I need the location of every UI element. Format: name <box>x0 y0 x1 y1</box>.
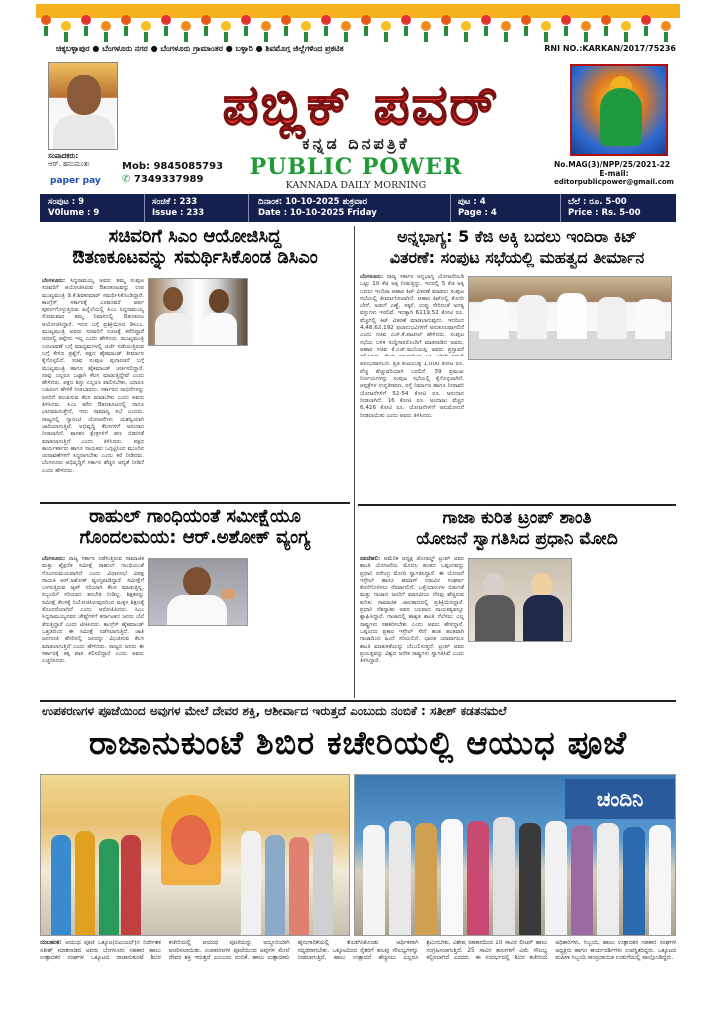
article-modi-gaza <box>358 508 676 698</box>
page-kannada: ಪುಟ : 4 <box>458 197 486 207</box>
garland-flower <box>241 15 251 25</box>
article-4-dateline: ನವದೆಹಲಿ: <box>360 556 381 562</box>
volume-cell <box>48 197 99 219</box>
garland-leaf <box>324 26 328 36</box>
article-1-column-1 <box>42 278 144 496</box>
article-4-column-2 <box>468 646 572 696</box>
article-4-body: ಅಮೆರಿಕ ಅಧ್ಯಕ್ಷ ಡೊನಾಲ್ಡ್ ಟ್ರಂಪ್ ಅವರ ಶಾಂತಿ ಯೋಜನೆಯ ಮೊದಲ ಹಂತದ ಒಪ್ಪಂದವನ್ನು ಪ್ರಧಾನಿ ನರೇಂದ್ರ ಮೋದಿ ಸ್ವಾಗತಿಸಿದ್ದಾರೆ. ಈ ಯೋಜನೆ ಇಸ್ರೇಲ್ ಹಾಗೂ ಹಮಾಸ್ ನಡುವಿನ ಸಂಘರ್ಷ ಕೊನೆಗೊಳಿಸಲು ನೆರವಾಗಲಿದೆ. ಒತ್ತೆಯಾಳುಗಳ ಬಿಡುಗಡೆ ಮತ್ತು ಗಾಜಾದ ಜನರಿಗೆ ಮಾನವೀಯ ನೆರವು ಹೆಚ್ಚಿಸುವ ಕುರಿತು ಸಾಮಾಜಿಕ ಜಾಲತಾಣದಲ್ಲಿ ಪ್ರತಿಕ್ರಿಯಿಸಿದ್ದಾರೆ. ಪ್ರಧಾನಿ ನೆತನ್ಯಾಹು ಅವರ ಬಲವಾದ ನಾಯಕತ್ವವನ್ನೂ ಶ್ಲಾಘಿಸಿದ್ದಾರೆ. ಗಾಜಾದಲ್ಲಿ ಶಾಶ್ವತ ಶಾಂತಿ ನೆಲೆಸಲು ಎಲ್ಲ ರಾಷ್ಟ್ರಗಳು ಸಹಕರಿಸಬೇಕು ಎಂದು ಅವರು ಹೇಳಿದ್ದಾರೆ. ಒಪ್ಪಂದದ ಪ್ರಕಾರ ಇಸ್ರೇಲ್ ಸೇನೆ ಹಂತ ಹಂತವಾಗಿ ಗಾಜಾದಿಂದ ಹಿಂದೆ ಸರಿಯಲಿದೆ. ಭಾರತ ಯಾವಾಗಲೂ ಶಾಂತಿ ಮಾತುಕತೆಯನ್ನು ಬೆಂಬಲಿಸುತ್ತದೆ. ಟ್ರಂಪ್ ಅವರ ಪ್ರಯತ್ನವನ್ನು ವಿಶ್ವದ ಅನೇಕ ರಾಷ್ಟ್ರಗಳು ಸ್ವಾಗತಿಸಿವೆ ಎಂದು ತಿಳಿಸಿದ್ದಾರೆ. <box>360 556 464 665</box>
article-2-column-3 <box>572 362 672 498</box>
garland-leaf <box>584 32 588 42</box>
editor-name: ಆರ್. ಹನುಮಂತು <box>48 160 90 168</box>
garland-flower <box>381 21 391 31</box>
article-3-column-1 <box>42 556 144 696</box>
editor-photo <box>48 62 118 150</box>
garland-leaf <box>624 32 628 42</box>
garland-leaf <box>404 26 408 36</box>
issue-cell <box>152 197 204 219</box>
garland-leaf <box>244 26 248 36</box>
price-kannada: ಬೆಲೆ : ರೂ. 5-00 <box>568 197 627 207</box>
article-3-photo <box>148 558 248 626</box>
garland-leaf <box>544 32 548 42</box>
price-english: Price : Rs. 5-00 <box>568 208 641 218</box>
garland-flower <box>641 15 651 25</box>
garland-flower <box>501 21 511 31</box>
garland-flower <box>481 15 491 25</box>
garland-flower <box>601 15 611 25</box>
garland-flower <box>181 21 191 31</box>
article-5-headline: ರಾಜಾನುಕುಂಟೆ ಶಿಬಿರ ಕಚೇರಿಯಲ್ಲಿ ಆಯುಧ ಪೂಜೆ <box>88 724 628 762</box>
article-1-column-3 <box>252 278 348 496</box>
garland-flower <box>261 21 271 31</box>
price-cell <box>568 197 641 219</box>
article-5-photo-pooja <box>40 774 350 936</box>
article-3-column-3 <box>252 556 348 696</box>
issue-kannada: ಸಂಚಿಕೆ : 233 <box>152 197 198 207</box>
volume-kannada: ಸಂಪುಟ : 9 <box>48 197 84 207</box>
garland-leaf <box>484 26 488 36</box>
garland-leaf <box>184 32 188 42</box>
editor-label: ಸಂಪಾದಕರು: <box>48 152 79 160</box>
garland-leaf <box>304 32 308 42</box>
article-4-photo <box>468 558 572 642</box>
garland-leaf <box>364 26 368 36</box>
article-3-headline-line-1: ರಾಹುಲ್ ಗಾಂಧಿಯಂತೆ ಸಮೀಕ್ಷೆಯೂ <box>89 506 301 527</box>
garland-leaf <box>124 26 128 36</box>
garland-leaf <box>104 32 108 42</box>
email-label: E-mail: <box>599 169 629 178</box>
article-1-dateline: ಬೆಂಗಳೂರು: <box>42 278 66 284</box>
article-5-dateline: ಯಲಹಂಕ: <box>40 940 62 946</box>
article-1-headline-line-1: ಸಚಿವರಿಗೆ ಸಿಎಂ ಆಯೋಜಿಸಿದ್ದ <box>108 226 282 247</box>
article-2-headline-line-2: ವಿತರಣೆ: ಸಂಪುಟ ಸಭೆಯಲ್ಲಿ ಮಹತ್ವದ ತೀರ್ಮಾನ <box>389 248 645 267</box>
garland-flower <box>101 21 111 31</box>
garland-leaf <box>344 32 348 42</box>
rni-number: RNI NO.:KARKAN/2017/75236 <box>544 44 676 53</box>
article-3-headline-line-2: ಗೊಂದಲಮಯ: ಆರ್.ಅಶೋಕ್ ವ್ಯಂಗ್ಯ <box>79 527 311 548</box>
garland-flower <box>41 15 51 25</box>
garland-leaf <box>44 26 48 36</box>
article-1-column-2 <box>148 350 248 496</box>
page-cell <box>458 197 497 219</box>
article-separator <box>40 502 350 504</box>
issue-info-bar <box>40 194 676 222</box>
article-5-body <box>40 940 676 1016</box>
article-1-headline-line-2: ಔತಣಕೂಟವನ್ನು ಸಮರ್ಥಿಸಿಕೊಂಡ ಡಿಸಿಎಂ <box>72 247 318 268</box>
article-3-body: ರಾಜ್ಯ ಸರ್ಕಾರ ನಡೆಸುತ್ತಿರುವ ಸಾಮಾಜಿಕ ಮತ್ತು ಶೈಕ್ಷಣಿಕ ಸಮೀಕ್ಷೆ ರಾಹುಲ್ ಗಾಂಧಿಯಂತೆ ಗೊಂದಲಮಯವಾಗಿದೆ ಎಂದು ವಿಧಾನಸಭೆ ವಿಪಕ್ಷ ನಾಯಕ ಆರ್.ಅಶೋಕ್ ವ್ಯಂಗ್ಯವಾಡಿದ್ದಾರೆ. ಸಮೀಕ್ಷೆಗೆ ಬಳಸುತ್ತಿರುವ ಆ್ಯಪ್ ಸರಿಯಾಗಿ ಕೆಲಸ ಮಾಡುತ್ತಿಲ್ಲ, ಸಿಬ್ಬಂದಿಗೆ ಸರಿಯಾದ ತರಬೇತಿ ನೀಡಿಲ್ಲ. ಶಿಕ್ಷಕರನ್ನು ಸಮೀಕ್ಷೆ ಕೆಲಸಕ್ಕೆ ನಿಯೋಜಿಸಿರುವುದರಿಂದ ಮಕ್ಕಳ ಶಿಕ್ಷಣಕ್ಕೆ ತೊಂದರೆಯಾಗಿದೆ ಎಂದು ಆರೋಪಿಸಿದರು. ಸಿಎಂ ಸಿದ್ದರಾಮಯ್ಯನವರ ಚೇಷ್ಟೆಗಳಿಗೆ ಕರ್ನಾಟಕದ ಜನರು ಬೆಲೆ ತೆರುತ್ತಿದ್ದಾರೆ ಎಂದು ಟೀಕಿಸಿದರು. ಕಾಂಗ್ರೆಸ್ ಹೈಕಮಾಂಡ್ ಒತ್ತಡದಿಂದ ಈ ಸಮೀಕ್ಷೆ ನಡೆಸಲಾಗುತ್ತಿದೆ. ಜಾತಿ ಜನಗಣತಿ ಹೆಸರಿನಲ್ಲಿ ಜನರನ್ನು ವಿಭಜಿಸುವ ಕೆಲಸ ಮಾಡಲಾಗುತ್ತಿದೆ ಎಂದು ಹೇಳಿದರು. ರಾಜ್ಯದ ಜನರು ಈ ಸರ್ಕಾರಕ್ಕೆ ತಕ್ಕ ಪಾಠ ಕಲಿಸಲಿದ್ದಾರೆ ಎಂದು ಅವರು ಎಚ್ಚರಿಸಿದರು. <box>42 556 144 665</box>
garland-flower <box>461 21 471 31</box>
article-5-subheadline: ಉಪಕರಣಗಳ ಪೂಜೆಯಿಂದ ಅವುಗಳ ಮೇಲೆ ದೇವರ ಶಕ್ತಿ, ಆಶೀರ್ವಾದ ಇರುತ್ತದೆ ಎಂಬುದು ನಂಬಿಕೆ : ಸತೀಶ್ ಕಡತನಮಲೆ <box>42 704 507 718</box>
masthead-title-kannada: ಪಬ್ಲಿಕ್ ಪವರ್ <box>222 72 500 138</box>
volume-english: V0lume : 9 <box>48 208 100 218</box>
masthead-subtitle-english: KANNADA DAILY MORNING <box>285 180 427 191</box>
date-cell <box>258 197 377 219</box>
garland-flower <box>121 15 131 25</box>
garland-leaf <box>664 32 668 42</box>
garland-flower <box>201 15 211 25</box>
garland-flower <box>221 21 231 31</box>
mobile-number-1: 9845085793 <box>153 161 224 172</box>
issue-english: Issue : 233 <box>152 208 205 218</box>
garland-leaf <box>424 32 428 42</box>
garland-flower <box>301 21 311 31</box>
paperpay-logo: paper pay <box>50 176 101 186</box>
garland-flower <box>61 21 71 31</box>
article-2-dateline: ಬೆಂಗಳೂರು: <box>360 274 384 280</box>
garland-flower <box>81 15 91 25</box>
article-dcm-dinner <box>40 226 350 498</box>
garland-flower <box>581 21 591 31</box>
garland-flower <box>561 15 571 25</box>
column-divider <box>354 226 355 698</box>
article-2-headline-line-1: ಅನ್ನಭಾಗ್ಯ: 5 ಕೆಜಿ ಅಕ್ಕಿ ಬದಲು ಇಂದಿರಾ ಕಿಟ್ <box>397 227 637 246</box>
garland-leaf <box>144 32 148 42</box>
garland-flower <box>661 21 671 31</box>
garland-leaf <box>464 32 468 42</box>
registration-block <box>554 160 674 187</box>
garland-flower <box>141 21 151 31</box>
article-2-column-1 <box>360 274 464 356</box>
mag-registration: No.MAG(3)/NPP/25/2021-22 <box>554 160 671 169</box>
garland-flower <box>341 21 351 31</box>
page-english: Page : 4 <box>458 208 497 218</box>
garland-leaf <box>204 26 208 36</box>
garland-flower <box>621 21 631 31</box>
garland-flower <box>361 15 371 25</box>
date-kannada: ದಿನಾಂಕ: 10-10-2025 ಶುಕ್ರವಾರ <box>258 197 367 207</box>
garland-leaf <box>644 26 648 36</box>
garland-flower <box>441 15 451 25</box>
article-4-column-3 <box>576 556 672 696</box>
editor-info <box>48 152 124 168</box>
garland-flower <box>401 15 411 25</box>
garland-leaf <box>264 32 268 42</box>
whatsapp-icon: ✆ <box>122 174 131 185</box>
article-annabhagya <box>358 226 676 502</box>
article-4-headline-line-2: ಯೋಜನೆ ಸ್ವಾಗತಿಸಿದ ಪ್ರಧಾನಿ ಮೋದಿ <box>416 529 618 549</box>
article-2-column-2 <box>468 362 568 498</box>
garland-leaf <box>524 26 528 36</box>
garland-flower <box>321 15 331 25</box>
garland-leaf <box>64 32 68 42</box>
banner-text: ಚಂದಿನಿ <box>565 779 675 819</box>
mobile-number-2: 7349337989 <box>133 174 204 185</box>
garland-flower <box>541 21 551 31</box>
article-2-column-1b <box>360 362 464 498</box>
article-separator <box>40 700 676 702</box>
email-address: editorpublicpower@gmail.com <box>554 178 674 186</box>
garland-leaf <box>164 26 168 36</box>
garland-leaf <box>604 26 608 36</box>
newspaper-page <box>36 4 680 1020</box>
garland-flower <box>421 21 431 31</box>
garland-leaf <box>384 32 388 42</box>
article-4-column-1 <box>360 556 464 696</box>
garland-flower <box>521 15 531 25</box>
garland-leaf <box>504 32 508 42</box>
garland-leaf <box>224 32 228 42</box>
mobile-label: Mob: <box>122 161 150 172</box>
article-2-body-cont: ಆರಂಭವಾಗಲಿದೆ. ಪ್ರತಿ ಕುಟುಂಬಕ್ಕೆ 1,000 ಕೋಟಿ ರೂ. ವೆಚ್ಚ ಹೆಚ್ಚುವರಿಯಾಗಿ ಬರಲಿದೆ. 39 ಪ್ರಮುಖ ನಿರ್ಣಯಗಳನ್ನು ಸಂಪುಟ ಸಭೆಯಲ್ಲಿ ಕೈಗೊಳ್ಳಲಾಗಿದೆ. ಆಸ್ಪತ್ರೆಗಳ ಉನ್ನತೀಕರಣ, ರಸ್ತೆ ನಿರ್ಮಾಣ ಹಾಗೂ ನೀರಾವರಿ ಯೋಜನೆಗಳಿಗೆ 52-54 ಕೋಟಿ ರೂ. ಅನುದಾನ ನೀಡಲಾಗಿದೆ. 16 ಕೋಟಿ ರೂ. ಅಂದಾಜು ವೆಚ್ಚದ 6,426 ಕೋಟಿ ರೂ. ಯೋಜನೆಗಳಿಗೆ ಅನುಮೋದನೆ ನೀಡಲಾಯಿತು ಎಂದು ಅವರು ತಿಳಿಸಿದರು. <box>360 362 464 419</box>
garland-flower <box>161 15 171 25</box>
article-5-body-text: ಆಯುಧ ಪೂಜೆ ಒಕ್ಕೂಟ(ಬಿಎಂಎಲ್)ನ ನಿರ್ದೇಶಕ ಸತೀಶ್ ಮಾತನಾಡಿದ ಅವರು ಬೆಂಗಳೂರು ಸಹಕಾರ ಹಾಲು ಉತ್ಪಾದಕರ ಸಂಘಗಳ ಒಕ್ಕೂಟದ ರಾಜಾನುಕುಂಟೆ ಶಿಬಿರ ಕಚೇರಿಯಲ್ಲಿ ಆಯುಧ ಪೂಜೆಯನ್ನು ಅದ್ದೂರಿಯಾಗಿ ಆಚರಿಸಲಾಯಿತು. ಉಪಕರಣಗಳ ಪೂಜೆಯಿಂದ ಅವುಗಳ ಮೇಲೆ ದೇವರ ಶಕ್ತಿ ಇರುತ್ತದೆ ಎಂಬುದು ನಂಬಿಕೆ. ಹಾಲು ಉತ್ಪಾದಕರು ಹೈನುಗಾರಿಕೆಯಲ್ಲಿ ತೊಡಗಿಸಿಕೊಂಡು ಆರ್ಥಿಕವಾಗಿ ಸದೃಢರಾಗಬೇಕು. ಒಕ್ಕೂಟದಿಂದ ರೈತರಿಗೆ ಹಲವು ಸೌಲಭ್ಯಗಳನ್ನು ನೀಡಲಾಗುತ್ತಿದೆ. ಹಾಲು ಉತ್ಪಾದನೆ ಹೆಚ್ಚಿಸಲು ಎಲ್ಲರೂ ಶ್ರಮಿಸಬೇಕು. ವಿಶೇಷ ಸಹಕಾರದಿಂದ 10 ಸಾವಿರ ಲೀಟರ್ ಹಾಲು ಸಂಗ್ರಹಿಸಲಾಗುತ್ತಿದೆ. 25 ಸಾವಿರ ಹಸುಗಳಿಗೆ ವಿಮೆ ಸೌಲಭ್ಯ ಕಲ್ಪಿಸಲಾಗಿದೆ ಎಂದರು. ಈ ಸಂದರ್ಭದಲ್ಲಿ ಶಿಬಿರ ಕಚೇರಿಯ ಅಧಿಕಾರಿಗಳು, ಸಿಬ್ಬಂದಿ, ಹಾಲು ಉತ್ಪಾದಕರ ಸಹಕಾರ ಸಂಘಗಳ ಅಧ್ಯಕ್ಷರು ಹಾಗೂ ಕಾರ್ಯದರ್ಶಿಗಳು ಉಪಸ್ಥಿತರಿದ್ದರು. ಒಕ್ಕೂಟದ ಮಹಿಳಾ ಸಿಬ್ಬಂದಿ ಸಾಂಪ್ರದಾಯಿಕ ಉಡುಗೆಯಲ್ಲಿ ಪಾಲ್ಗೊಂಡಿದ್ದರು. <box>40 940 676 962</box>
garland-decoration <box>36 4 680 44</box>
article-ashok-survey <box>40 506 350 698</box>
article-separator <box>358 504 676 506</box>
masthead-title-english: PUBLIC POWER <box>249 154 463 180</box>
article-5-photo-group <box>354 774 676 936</box>
article-4-headline-line-1: ಗಾಜಾ ಕುರಿತ ಟ್ರಂಪ್ ಶಾಂತಿ <box>442 508 592 528</box>
garland-leaf <box>564 26 568 36</box>
published-districts: ಚಿಕ್ಕಬಳ್ಳಾಪುರ ● ಬೆಂಗಳೂರು ನಗರ ● ಬೆಂಗಳೂರು ಗ್ರಾಮಾಂತರ ● ಬಳ್ಳಾರಿ ● ಶಿವಮೊಗ್ಗ ಜಿಲ್ಲೆಗಳಿಂದ ಪ್ರಕಟಿತ <box>56 44 344 53</box>
article-3-column-2 <box>148 630 248 696</box>
article-1-body: ಸಿದ್ದರಾಮಯ್ಯ ಅವರು ತಮ್ಮ ಸಂಪುಟ ಸಚಿವರಿಗೆ ಆಯೋಜಿಸಿರುವ ಔತಣಕೂಟವನ್ನು ಉಪ ಮುಖ್ಯಮಂತ್ರಿ ಡಿ.ಕೆ.ಶಿವಕುಮಾರ್ ಸಮರ್ಥಿಸಿಕೊಂಡಿದ್ದಾರೆ. ಕಾಂಗ್ರೆಸ್ ಸರ್ಕಾರಕ್ಕೆ ಎರಡೂವರೆ ವರ್ಷ ಪೂರ್ಣಗೊಳ್ಳುತ್ತಿರುವ ಹಿನ್ನೆಲೆಯಲ್ಲಿ ಸಿಎಂ ಸಿದ್ದರಾಮಯ್ಯ ಸೋಮವಾರ ತಮ್ಮ ನಿವಾಸದಲ್ಲಿ ಔತಣಕೂಟ ಆಯೋಜಿಸಿದ್ದಾರೆ. ಇದರ ಬಗ್ಗೆ ಪ್ರತಿಕ್ರಿಯಿಸಿದ ಡಿಸಿಎಂ, ಮುಖ್ಯಮಂತ್ರಿ ಅವರು ಸಚಿವರಿಗೆ ಊಟಕ್ಕೆ ಕರೆದಿದ್ದಾರೆ ಅದರಲ್ಲಿ ತಪ್ಪೇನು ಇಲ್ಲ ಎಂದು ಹೇಳಿದರು. ಮುಖ್ಯಮಂತ್ರಿ ಬದಲಾವಣೆ ಬಗ್ಗೆ ಮಾಧ್ಯಮಗಳಲ್ಲಿ ಚರ್ಚೆ ನಡೆಯುತ್ತಿರುವ ಬಗ್ಗೆ ಕೇಳಿದ ಪ್ರಶ್ನೆಗೆ, ಪಕ್ಷದ ಹೈಕಮಾಂಡ್ ತೀರ್ಮಾನ ಕೈಗೊಳ್ಳಲಿದೆ. ಸಚಿವ ಸಂಪುಟ ಪುನಾರಚನೆ ಬಗ್ಗೆ ಮುಖ್ಯಮಂತ್ರಿ ಹಾಗೂ ಹೈಕಮಾಂಡ್ ಚರ್ಚಿಸಲಿದ್ದಾರೆ. ನಾವು ಎಲ್ಲರೂ ಒಟ್ಟಾಗಿ ಕೆಲಸ ಮಾಡುತ್ತಿದ್ದೇವೆ ಎಂದು ಹೇಳಿದರು. ಪಕ್ಷದ ಶಿಸ್ತು ಎಲ್ಲರೂ ಪಾಲಿಸಬೇಕು, ಯಾರೂ ಬಹಿರಂಗ ಹೇಳಿಕೆ ನೀಡಬಾರದು. ಸರ್ಕಾರದ ಸಾಧನೆಗಳನ್ನು ಜನರಿಗೆ ತಲುಪಿಸುವ ಕೆಲಸ ಮಾಡಬೇಕು ಎಂದು ಅವರು ತಿಳಿಸಿದರು. ಸಿಎಂ ಕರೆದ ಔತಣಕೂಟದಲ್ಲಿ ನಾನೂ ಭಾಗವಹಿಸುತ್ತೇನೆ, ಇದು ಸಾಮಾನ್ಯ ಸಭೆ ಎಂದರು. ರಾಜ್ಯದಲ್ಲಿ ಗ್ಯಾರಂಟಿ ಯೋಜನೆಗಳು ಯಶಸ್ವಿಯಾಗಿ ಜಾರಿಯಾಗುತ್ತಿವೆ. ಅಭಿವೃದ್ಧಿ ಕೆಲಸಗಳಿಗೆ ಅನುದಾನ ನೀಡಲಾಗಿದೆ. ಶಾಸಕರ ಕ್ಷೇತ್ರಗಳಿಗೆ ಹಣ ಬಿಡುಗಡೆ ಮಾಡಲಾಗುತ್ತಿದೆ ಎಂದು ತಿಳಿಸಿದರು. ಪಕ್ಷದ ಕಾರ್ಯಕರ್ತರು ಹಾಗೂ ನಾಯಕರು ಒಗ್ಗಟ್ಟಿನಿಂದ ಮುಂದಿನ ಚುನಾವಣೆಗಳಿಗೆ ಸಿದ್ಧರಾಗಬೇಕು ಎಂದು ಕರೆ ನೀಡಿದರು. ಬೆಂಗಳೂರು ಅಭಿವೃದ್ಧಿಗೆ ಸರ್ಕಾರ ಹೆಚ್ಚಿನ ಆದ್ಯತೆ ನೀಡಿದೆ ಎಂದು ಹೇಳಿದರು. <box>42 278 144 474</box>
masthead-subtitle-kannada: ಕನ್ನಡ ದಿನಪತ್ರಿಕೆ <box>302 134 410 153</box>
article-2-photo <box>468 276 672 360</box>
garland-leaf <box>444 26 448 36</box>
date-english: Date : 10-10-2025 Friday <box>258 208 377 218</box>
garland-flower <box>281 15 291 25</box>
garland-leaf <box>284 26 288 36</box>
deity-image <box>570 64 668 156</box>
article-2-body: ರಾಜ್ಯ ಸರ್ಕಾರ ಅನ್ನಭಾಗ್ಯ ಯೋಜನೆಯಡಿ ಒಟ್ಟು 10 ಕೆಜಿ ಅಕ್ಕಿ ನೀಡುತ್ತಿದ್ದು, ಇದರಲ್ಲಿ 5 ಕೆಜಿ ಅಕ್ಕಿ ಬದಲು ಇಂದಿರಾ ಆಹಾರ ಕಿಟ್ ವಿತರಣೆ ಮಾಡಲು ಸಂಪುಟ ಸಭೆಯಲ್ಲಿ ತೀರ್ಮಾನಿಸಲಾಗಿದೆ. ಆಹಾರ ಕಿಟ್‌ನಲ್ಲಿ ತೊಗರಿ ಬೇಳೆ, ಅಡುಗೆ ಎಣ್ಣೆ, ಸಕ್ಕರೆ, ಉಪ್ಪು ಸೇರಿದಂತೆ ಅಗತ್ಯ ವಸ್ತುಗಳು ಇರಲಿವೆ. ಇದಕ್ಕಾಗಿ 6119.52 ಕೋಟಿ ರೂ. ವೆಚ್ಚದಲ್ಲಿ ಕಿಟ್ ವಿತರಣೆ ಮಾಡಲಾಗುವುದು. ಇದರಿಂದ 4,48,62,192 ಫಲಾನುಭವಿಗಳಿಗೆ ಅನುಕೂಲವಾಗಲಿದೆ ಎಂದು ಸಚಿವ ಎಚ್.ಕೆ.ಪಾಟೀಲ್ ಹೇಳಿದರು. ಸಂಪುಟ ಸಭೆಯ ಬಳಿಕ ಸುದ್ದಿಗಾರರೊಂದಿಗೆ ಮಾತನಾಡಿದ ಅವರು, ಆಹಾರ ಸಚಿವ ಕೆ.ಎಚ್.ಮುನಿಯಪ್ಪ ಅವರು ಪ್ರಸ್ತಾವನೆ <box>360 274 464 353</box>
garland-leaf <box>84 26 88 36</box>
article-3-dateline: ಬೆಂಗಳೂರು: <box>42 556 66 562</box>
article-1-photo <box>148 278 248 346</box>
